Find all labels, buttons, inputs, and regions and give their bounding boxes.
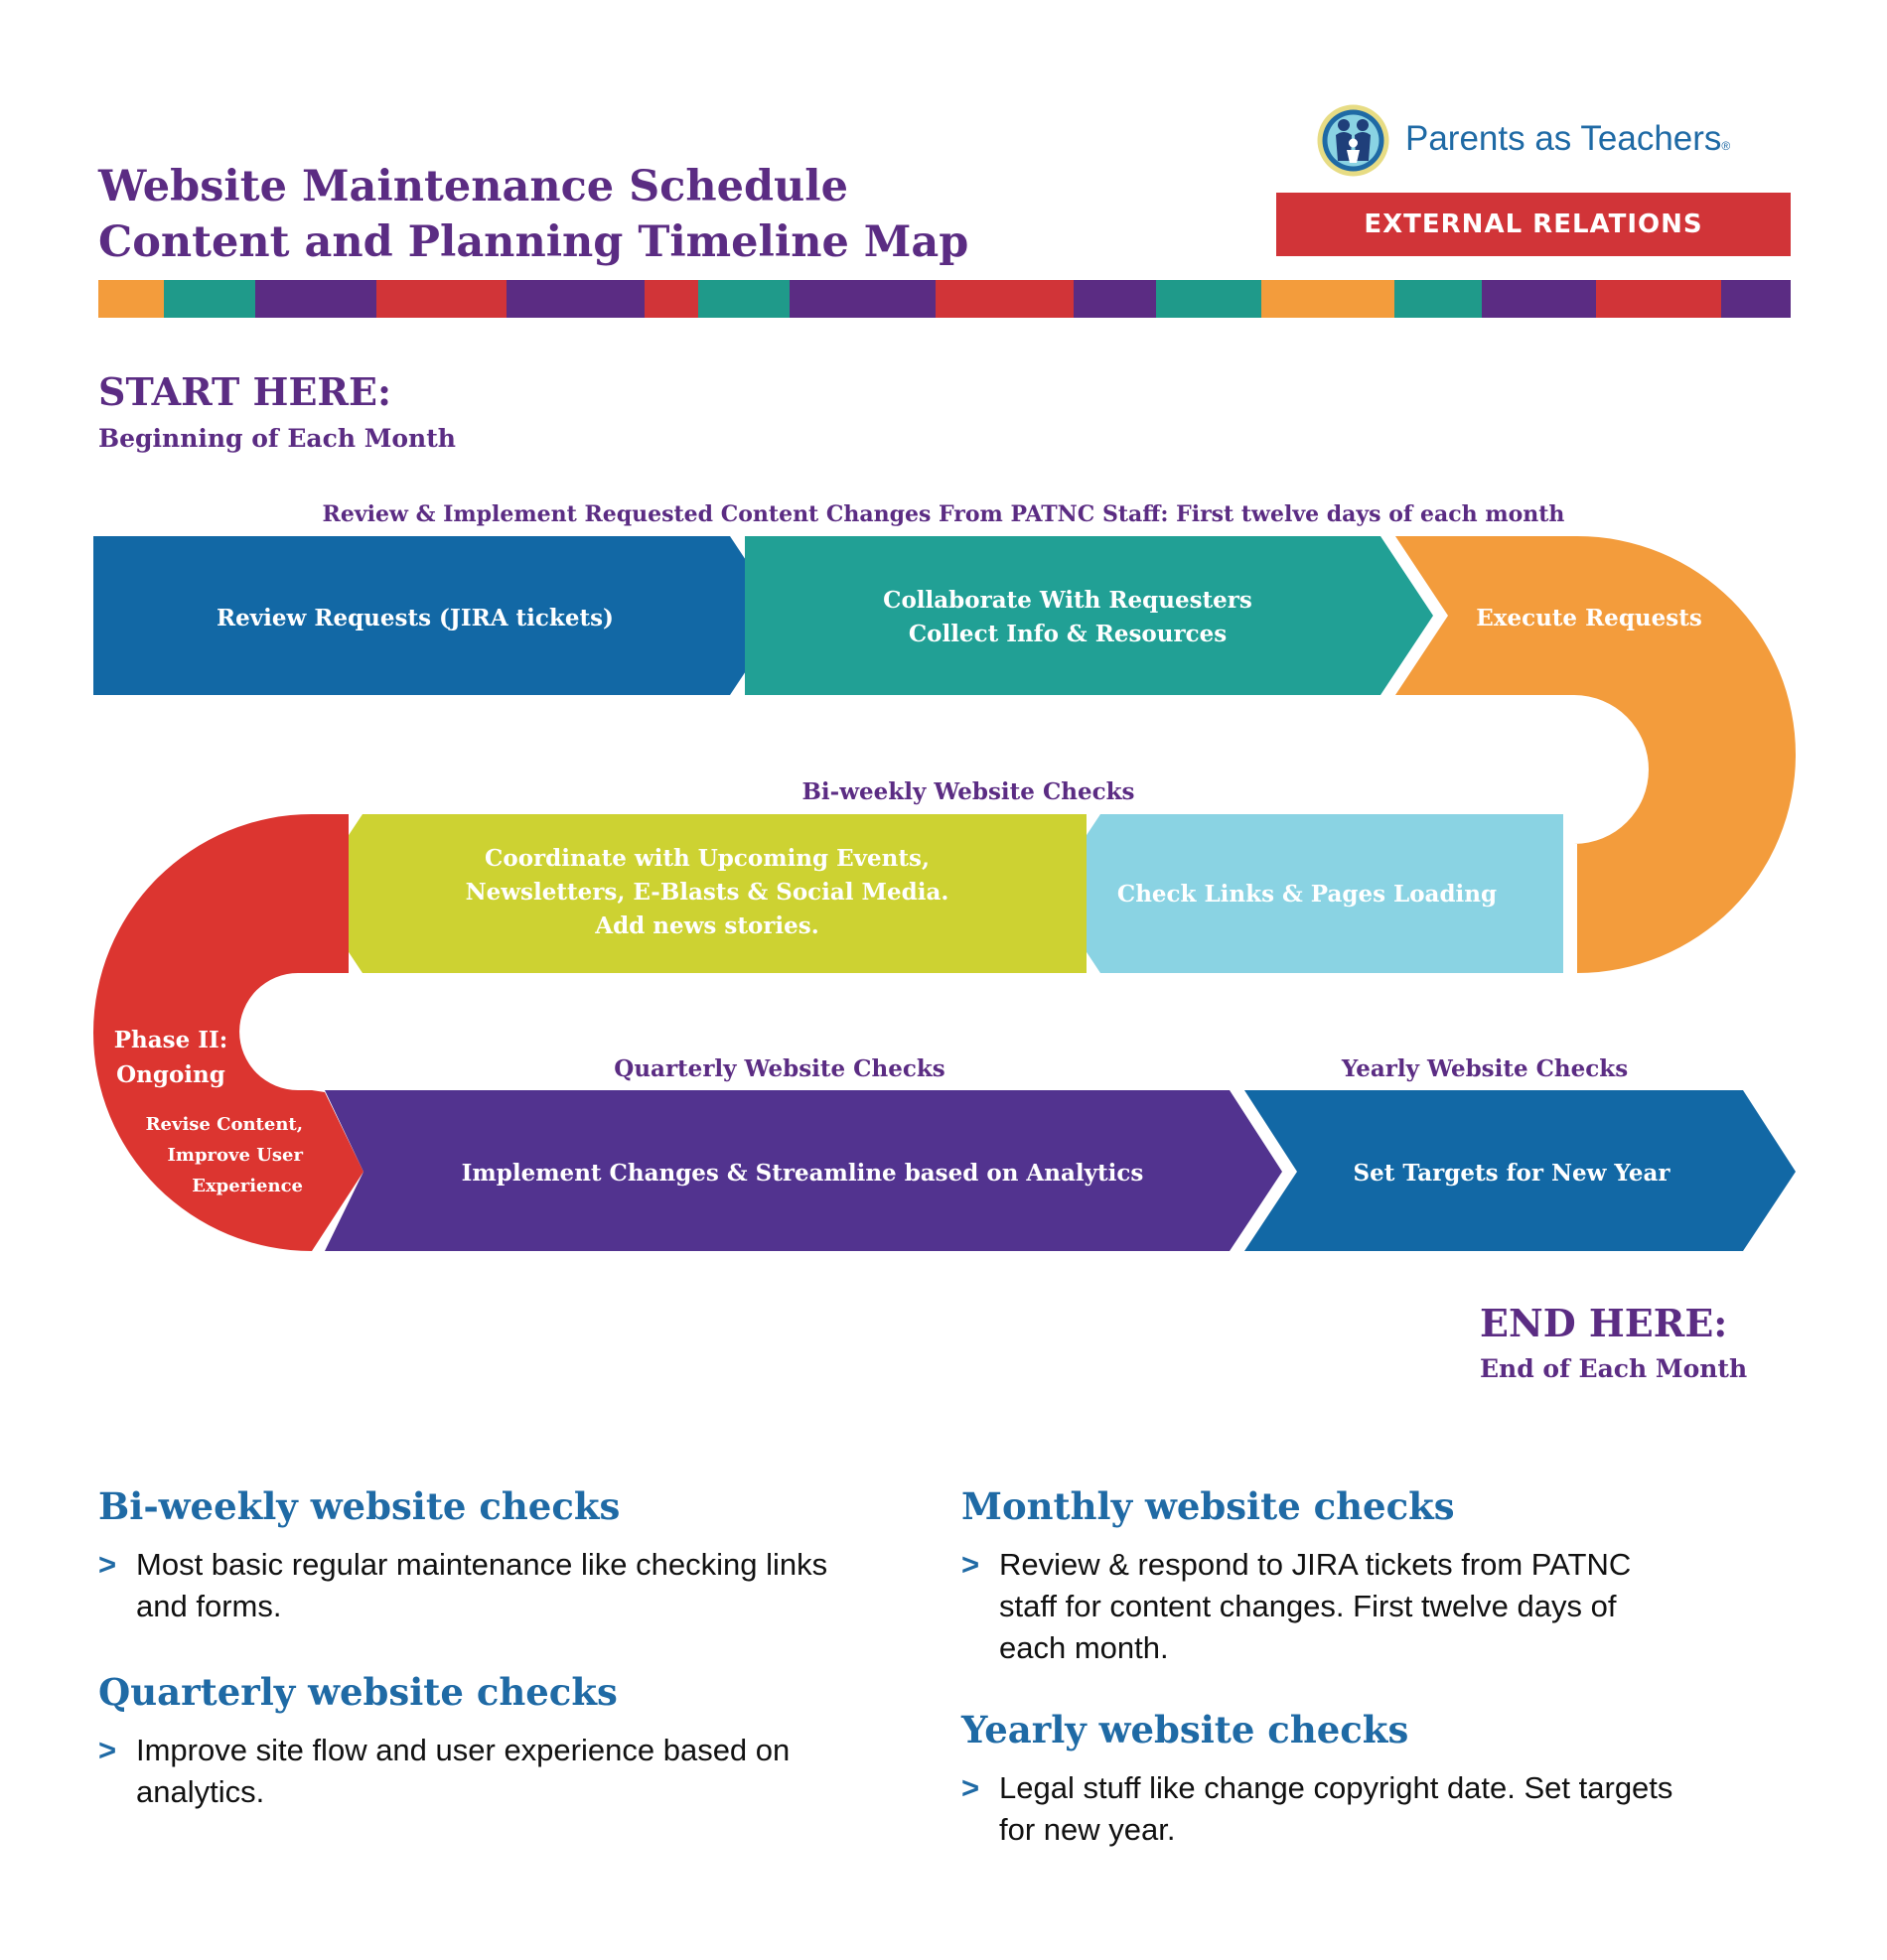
collaborate-line-2: Collect Info & Resources xyxy=(908,621,1228,647)
coordinate-line-3: Add news stories. xyxy=(595,912,819,939)
quarterly-text xyxy=(136,1730,790,1813)
targets-label: Set Targets for New Year xyxy=(1353,1160,1670,1187)
brand-registered-mark: ® xyxy=(1721,139,1731,153)
start-title: START HERE: xyxy=(98,369,391,414)
section-biweekly xyxy=(98,1484,933,1627)
monthly-text-line-2: staff for content changes. First twelve days of xyxy=(999,1589,1617,1623)
step-collaborate xyxy=(745,536,1433,695)
yearly-item xyxy=(961,1767,1796,1851)
phase-two-line-2: Improve User xyxy=(167,1145,303,1166)
bullet-icon: > xyxy=(98,1733,117,1767)
section-monthly xyxy=(961,1484,1796,1669)
execute-label: Execute Requests xyxy=(1476,605,1702,631)
end-subtitle: End of Each Month xyxy=(1480,1354,1748,1383)
biweekly-text-line-2: and forms. xyxy=(136,1589,282,1623)
phase-two-title: Phase II: xyxy=(113,1027,228,1053)
monthly-item xyxy=(961,1544,1796,1669)
biweekly-text xyxy=(136,1544,827,1627)
monthly-text-line-1: Review & respond to JIRA tickets from PATNC xyxy=(999,1547,1632,1582)
section-quarterly xyxy=(98,1670,933,1813)
yearly-text-line-2: for new year. xyxy=(999,1812,1176,1847)
department-label: EXTERNAL RELATIONS xyxy=(1364,210,1703,239)
caption-row1: Review & Implement Requested Content Changes From PATNC Staff: First twelve days of each month xyxy=(322,501,1565,527)
yearly-heading: Yearly website checks xyxy=(961,1708,1409,1751)
implement-label: Implement Changes & Streamline based on Analytics xyxy=(461,1160,1144,1187)
quarterly-heading: Quarterly website checks xyxy=(98,1670,618,1714)
caption-biweekly: Bi-weekly Website Checks xyxy=(801,778,1135,805)
monthly-text-line-3: each month. xyxy=(999,1630,1169,1665)
yearly-text-line-1: Legal stuff like change copyright date. Set targets xyxy=(999,1770,1673,1805)
title-line-1: Website Maintenance Schedule xyxy=(98,162,848,211)
quarterly-text-line-2: analytics. xyxy=(136,1774,265,1809)
phase-two-subtitle: Ongoing xyxy=(116,1061,225,1088)
start-subtitle: Beginning of Each Month xyxy=(98,424,456,453)
review-label: Review Requests (JIRA tickets) xyxy=(217,605,614,631)
collaborate-line-1: Collaborate With Requesters xyxy=(883,587,1252,614)
phase-two-line-3: Experience xyxy=(192,1176,303,1196)
biweekly-heading: Bi-weekly website checks xyxy=(98,1484,621,1528)
monthly-text xyxy=(999,1544,1631,1669)
section-yearly xyxy=(961,1708,1796,1851)
quarterly-item xyxy=(98,1730,933,1813)
brand-name-text: Parents as Teachers xyxy=(1405,119,1722,158)
bullet-icon: > xyxy=(961,1770,980,1805)
biweekly-text-line-1: Most basic regular maintenance like checking links xyxy=(136,1547,828,1582)
coordinate-line-1: Coordinate with Upcoming Events, xyxy=(485,845,930,872)
caption-yearly: Yearly Website Checks xyxy=(1341,1055,1629,1082)
bullet-icon: > xyxy=(98,1547,117,1582)
phase-two-line-1: Revise Content, xyxy=(145,1114,303,1135)
monthly-heading: Monthly website checks xyxy=(961,1484,1455,1528)
biweekly-item xyxy=(98,1544,933,1627)
check-links-label: Check Links & Pages Loading xyxy=(1116,881,1498,908)
bullet-icon: > xyxy=(961,1547,980,1582)
title-line-2: Content and Planning Timeline Map xyxy=(98,217,969,267)
end-title: END HERE: xyxy=(1480,1301,1728,1345)
yearly-text xyxy=(999,1767,1672,1851)
caption-quarterly: Quarterly Website Checks xyxy=(614,1055,945,1082)
coordinate-line-2: Newsletters, E-Blasts & Social Media. xyxy=(465,879,949,906)
quarterly-text-line-1: Improve site flow and user experience based on xyxy=(136,1733,791,1767)
